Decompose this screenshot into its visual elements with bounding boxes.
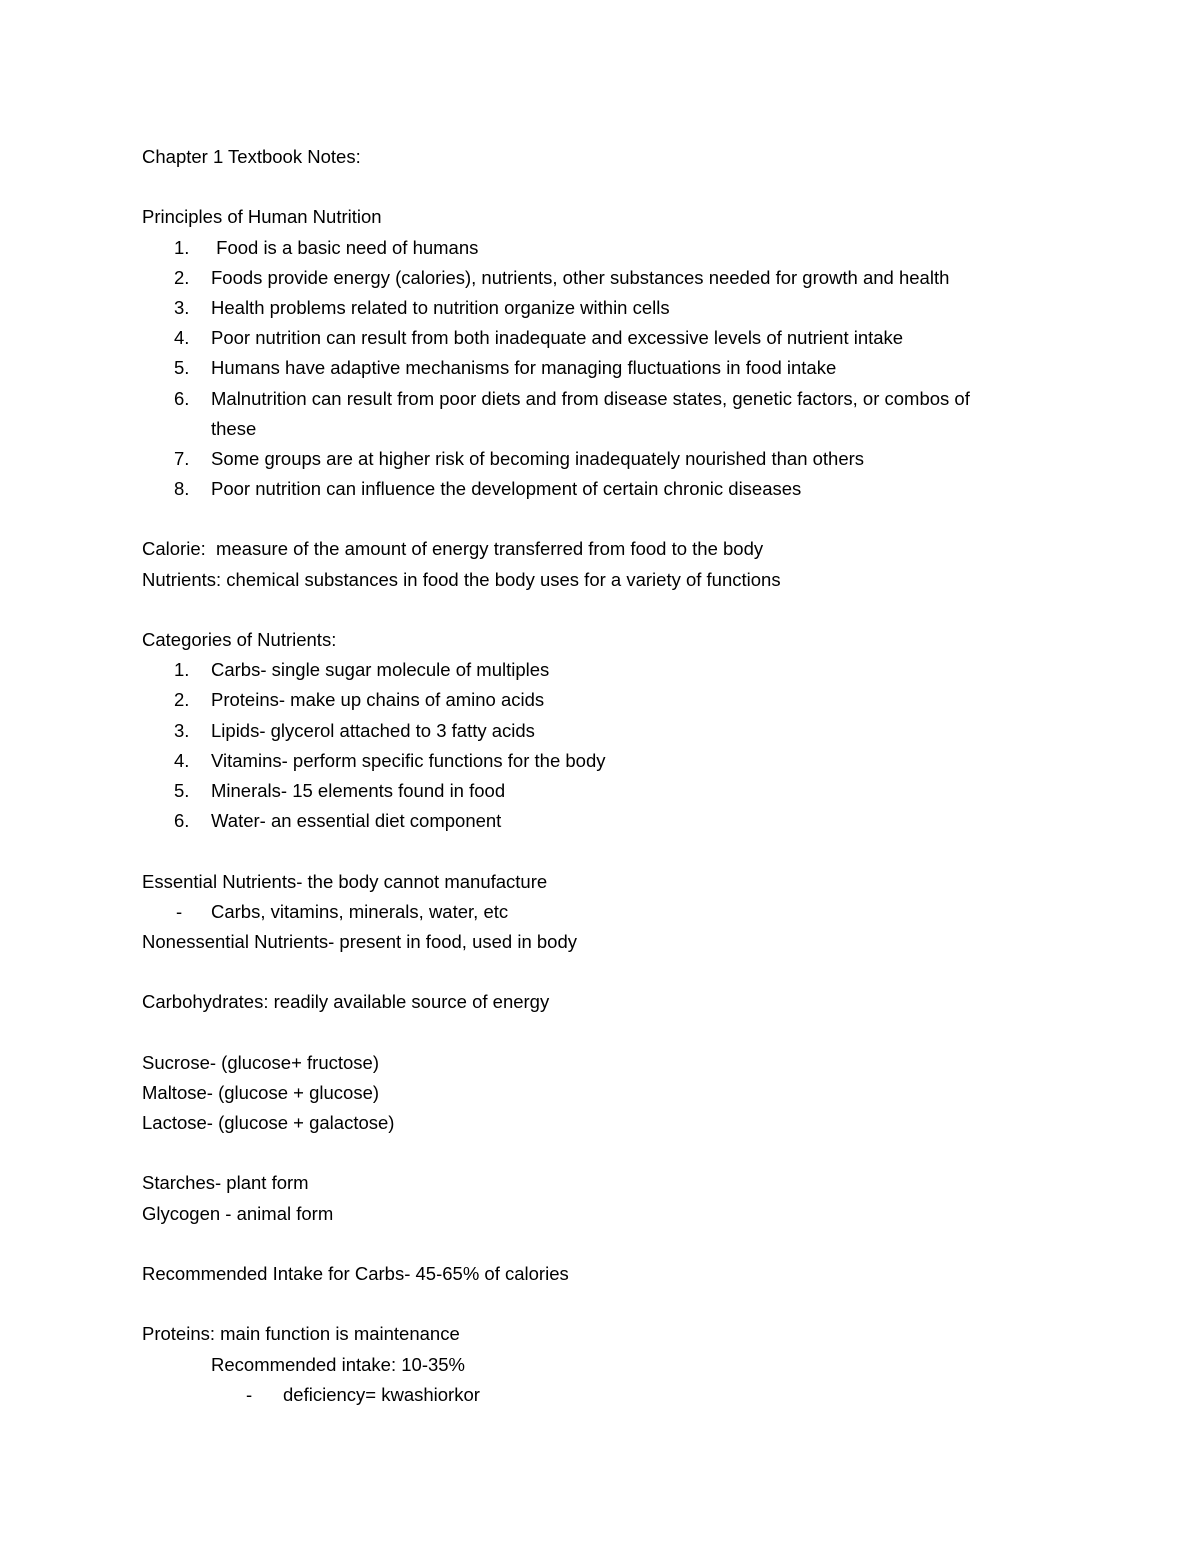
list-text: Foods provide energy (calories), nutrients, other substances needed for growth and health <box>211 266 950 288</box>
list-text: Vitamins- perform specific functions for the body <box>211 749 606 771</box>
list-text: Lipids- glycerol attached to 3 fatty acids <box>211 719 535 741</box>
bullet-item <box>142 897 1072 927</box>
nutrients-definition: Nutrients: chemical substances in food the body uses for a variety of functions <box>142 568 781 590</box>
list-number: 3. <box>174 296 190 318</box>
spacer <box>142 836 1072 866</box>
list-text: Health problems related to nutrition organize within cells <box>211 296 670 318</box>
list-item <box>142 323 1072 353</box>
principles-list <box>142 233 1072 505</box>
categories-list <box>142 655 1072 836</box>
list-text: Minerals- 15 elements found in food <box>211 779 506 801</box>
dash-marker: - <box>176 900 183 922</box>
list-item <box>142 233 1072 263</box>
essential-nutrients-heading: Essential Nutrients- the body cannot manufacture <box>142 870 548 892</box>
list-item <box>142 474 1072 504</box>
list-text: Water- an essential diet component <box>211 810 502 832</box>
form-line: Starches- plant form <box>142 1172 309 1194</box>
list-number: 5. <box>174 779 190 801</box>
carbohydrates-definition: Carbohydrates: readily available source of energy <box>142 991 550 1013</box>
list-item <box>142 806 1072 836</box>
sugar-line: Sucrose- (glucose+ fructose) <box>142 1051 380 1073</box>
dash-marker: - <box>246 1383 253 1405</box>
list-number: 2. <box>174 689 190 711</box>
list-item <box>142 384 1072 414</box>
list-text: Food is a basic need of humans <box>211 236 479 258</box>
categories-heading: Categories of Nutrients: <box>142 629 337 650</box>
calorie-definition: Calorie: measure of the amount of energy transferred from food to the body <box>142 538 764 560</box>
list-text: Proteins- make up chains of amino acids <box>211 689 545 711</box>
list-text: Humans have adaptive mechanisms for managing fluctuations in food intake <box>211 357 837 379</box>
document-title: Chapter 1 Textbook Notes: <box>142 146 361 167</box>
bullet-text: deficiency= kwashiorkor <box>283 1383 480 1405</box>
carb-intake: Recommended Intake for Carbs- 45-65% of calories <box>142 1262 569 1284</box>
list-item-continuation: these <box>211 417 257 439</box>
sugar-line: Maltose- (glucose + glucose) <box>142 1081 380 1103</box>
list-text: Poor nutrition can result from both inadequate and excessive levels of nutrient intake <box>211 327 904 349</box>
list-number: 8. <box>174 478 190 500</box>
list-item <box>142 746 1072 776</box>
form-line: Glycogen - animal form <box>142 1202 334 1224</box>
document-body <box>142 142 1072 1410</box>
list-number: 1. <box>174 236 190 258</box>
list-item <box>142 293 1072 323</box>
spacer <box>142 957 1072 987</box>
spacer <box>142 172 1072 202</box>
list-item <box>142 444 1072 474</box>
list-text: Some groups are at higher risk of becoming inadequately nourished than others <box>211 447 865 469</box>
proteins-heading: Proteins: main function is maintenance <box>142 1323 460 1345</box>
list-item <box>142 776 1072 806</box>
list-number: 1. <box>174 659 190 681</box>
list-number: 6. <box>174 810 190 832</box>
list-item <box>142 353 1072 383</box>
list-item <box>142 716 1072 746</box>
sugar-line: Lactose- (glucose + galactose) <box>142 1112 395 1133</box>
spacer <box>142 1017 1072 1047</box>
bullet-item <box>142 1380 1072 1410</box>
list-number: 2. <box>174 266 190 288</box>
list-item <box>142 655 1072 685</box>
list-text: Malnutrition can result from poor diets and from disease states, genetic factors, or combos of <box>211 387 970 409</box>
list-text: Carbs- single sugar molecule of multiples <box>211 659 550 681</box>
spacer <box>142 595 1072 625</box>
principles-heading: Principles of Human Nutrition <box>142 206 382 228</box>
list-number: 7. <box>174 447 190 469</box>
list-number: 4. <box>174 327 190 349</box>
spacer <box>142 1138 1072 1168</box>
list-number: 3. <box>174 719 190 741</box>
nonessential-nutrients: Nonessential Nutrients- present in food, used in body <box>142 930 578 952</box>
spacer <box>142 504 1072 534</box>
list-text: Poor nutrition can influence the development of certain chronic diseases <box>211 478 802 500</box>
list-item <box>142 263 1072 293</box>
bullet-text: Carbs, vitamins, minerals, water, etc <box>211 900 509 922</box>
spacer <box>142 1289 1072 1319</box>
list-number: 6. <box>174 387 190 409</box>
proteins-intake: Recommended intake: 10-35% <box>211 1353 466 1375</box>
list-number: 4. <box>174 749 190 771</box>
spacer <box>142 1229 1072 1259</box>
list-item <box>142 685 1072 715</box>
list-number: 5. <box>174 357 190 379</box>
